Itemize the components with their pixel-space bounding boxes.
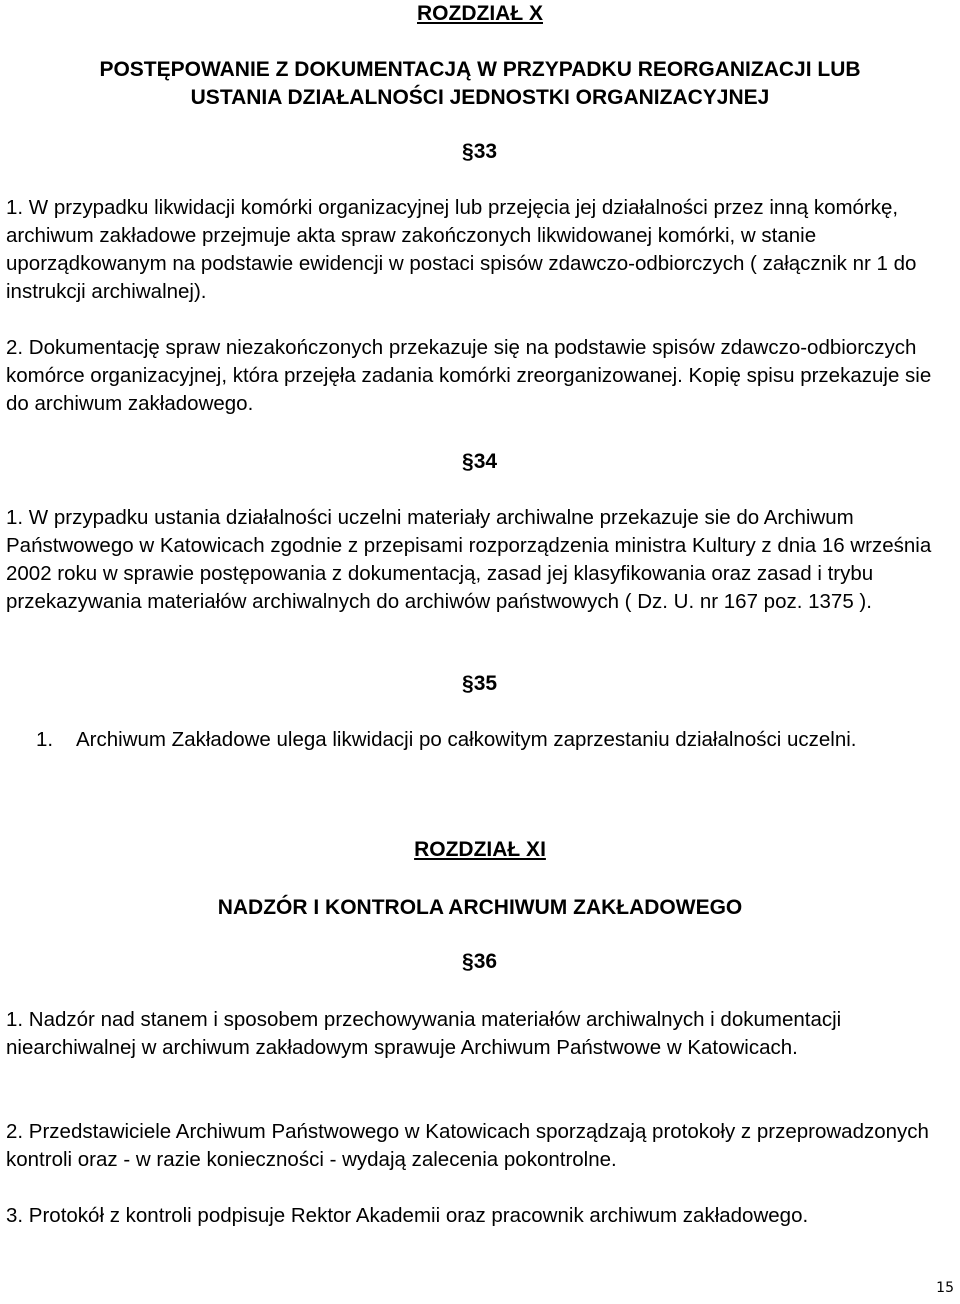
section-35-mark [462,672,497,696]
section-symbol: § [462,140,474,163]
section-34-paragraph-1: 1. W przypadku ustania działalności uczelni materiały archiwalne przekazuje sie do Archiwum Państwowego w Katowicach zgodnie z przepisami rozporządzenia ministra Kultury z dnia 16 września 2002 roku w sprawie postępowania z dokumentacją, zasad jej klasyfikowania oraz zasad i trybu przekazywania materiałów archiwalnych do archiwów państwowych ( Dz. U. nr 167 poz. 1375 ). [6,506,932,613]
page-number: 15 [936,1280,954,1296]
section-36-paragraph-1: 1. Nadzór nad stanem i sposobem przechowywania materiałów archiwalnych i dokumentacji niearchiwalnej w archiwum zakładowym sprawuje Archiwum Państwowe w Katowicach. [6,1008,842,1059]
section-symbol: § [462,950,474,973]
section-36-mark [462,950,497,974]
section-33-paragraph-2: 2. Dokumentację spraw niezakończonych przekazuje się na podstawie spisów zdawczo-odbiorczych komórce organizacyjnej, która przejęła zadania komórki zreorganizowanej. Kopię spisu przekazuje sie do archiwum zakładowego. [6,336,932,415]
list-item-text: Archiwum Zakładowe ulega likwidacji po całkowitym zaprzestaniu działalności uczelni. [76,728,857,751]
section-33-paragraph-1: 1. W przypadku likwidacji komórki organizacyjnej lub przejęcia jej działalności przez inną komórkę, archiwum zakładowe przejmuje akta spraw zakończonych likwidowanej komórki, w stanie uporządkowanym na podstawie ewidencji w postaci spisów zdawczo-odbiorczych ( załącznik nr 1 do instrukcji archiwalnej). [6,196,917,303]
chapter-x-title-line1: POSTĘPOWANIE Z DOKUMENTACJĄ W PRZYPADKU REORGANIZACJI LUB [99,58,861,81]
section-33-number: 33 [473,140,498,163]
chapter-x-title [0,56,960,112]
chapter-xi-title: NADZÓR I KONTROLA ARCHIWUM ZAKŁADOWEGO [217,896,743,919]
section-33-mark [462,140,497,164]
section-34-mark [462,450,497,474]
section-36-paragraph-2: 2. Przedstawiciele Archiwum Państwowego w Katowicach sporządzają protokoły z przeprowadzonych kontroli oraz - w razie konieczności - wydają zalecenia pokontrolne. [6,1120,929,1171]
section-symbol: § [462,450,474,473]
section-35-number: 35 [473,672,498,695]
section-36-number: 36 [473,950,498,973]
section-symbol: § [462,672,474,695]
section-35-item-1 [36,726,936,754]
chapter-x-heading: ROZDZIAŁ X [417,2,543,25]
section-34-number: 34 [473,450,498,473]
chapter-xi-heading: ROZDZIAŁ XI [414,838,546,861]
chapter-x-title-line2: USTANIA DZIAŁALNOŚCI JEDNOSTKI ORGANIZACYJNEJ [190,86,770,109]
section-36-paragraph-3: 3. Protokół z kontroli podpisuje Rektor Akademii oraz pracownik archiwum zakładowego. [6,1204,809,1227]
list-item-number: 1. [36,728,54,751]
